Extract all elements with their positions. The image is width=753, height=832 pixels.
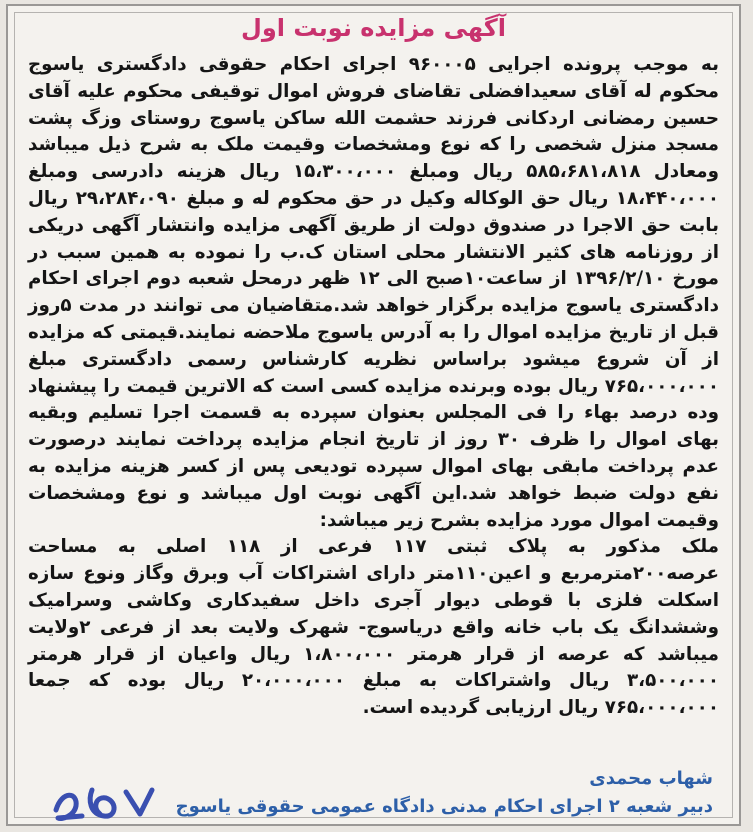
handwritten-code-mark: [48, 780, 158, 826]
newspaper-clipping: [6, 4, 741, 826]
notice-paragraph-2: ملک مذکور به پلاک ثبتی ۱۱۷ فرعی از ۱۱۸ اصلی به مساحت عرصه۲۰۰مترمربع و اعین۱۱۰متر دارای اشتراکات آب وبرق وگاز ونوع سازه اسکلت فلزی با قوطی دیوار آجری داخل سفیدکاری وکاشی وسرامیک وششدانگ یک باب خانه واقع دریاسوج- شهرک ولایت بعد از فرعی ۲ولایت میباشد که عرصه از قرار هرمتر ۱،۸۰۰،۰۰۰ ریال واعیان از قرار هرمتر ۳،۵۰۰،۰۰۰ ریال واشتراکات به مبلغ ۲۰،۰۰۰،۰۰۰ ریال بوده که جمعا ۷۶۵،۰۰۰،۰۰۰ ریال ارزیابی گردیده است.: [28, 536, 719, 719]
signature-name: شهاب محمدی: [589, 768, 713, 789]
notice-title: آگهی مزایده نوبت اول: [241, 14, 506, 42]
signature-office: دبیر شعبه ۲ اجرای احکام مدنی دادگاه عمومی حقوقی یاسوج: [175, 796, 713, 817]
notice-paragraph-1: به موجب پرونده اجرایی ۹۶۰۰۰۵ اجرای احکام حقوقی دادگستری یاسوج محکوم له آقای سعیدافضلی تقاضای فروش اموال توقیفی محکوم علیه آقای حسین رمضانی اردکانی فرزند حشمت الله ساکن یاسوج روستای وزگ پشت مسجد منزل شخصی را که نوع ومشخصات وقیمت ملک به شرح ذیل میباشد ومعادل ۵۸۵،۶۸۱،۸۱۸ ریال ومبلغ ۱۵،۳۰۰،۰۰۰ ریال هزینه دادرسی ومبلغ ۱۸،۴۴۰،۰۰۰ ریال حق الوکاله وکیل در حق محکوم له و مبلغ ۲۹،۲۸۴،۰۹۰ ریال بابت حق الاجرا در صندوق دولت از طریق آگهی مزایده وانتشار آگهی دریکی از روزنامه های کثیر الانتشار محلی استان ک.ب را نموده به همین سبب در مورخ ۱۳۹۶/۲/۱۰ از ساعت۱۰صبح الی ۱۲ ظهر درمحل شعبه دوم اجرای احکام دادگستری یاسوج مزایده برگزار خواهد شد.متقاضیان می توانند در مدت ۵روز قبل از تاریخ مزایده اموال را به آدرس یاسوج ملاحضه نمایند.قیمتی که مزایده از آن شروع میشود براساس نظریه کارشناس رسمی دادگستری مبلغ ۷۶۵،۰۰۰،۰۰۰ ریال بوده وبرنده مزایده کسی است که الاترین قیمت را پیشنهاد وده درصد بهاء را فی المجلس بعنوان سپرده به قسمت اجرا تسلیم وبقیه بهای اموال را ظرف ۳۰ روز از تاریخ انجام مزایده پرداخت نمایند درصورت عدم پرداخت مابقی بهای اموال سپرده تودیعی پس از کسر هزینه مزایده به نفع دولت ضبط خواهد شد.این آگهی نوبت اول میباشد و نوع ومشخصات وقیمت اموال مورد مزایده بشرح زیر میباشد:: [28, 54, 719, 531]
notice-body: [28, 52, 719, 722]
